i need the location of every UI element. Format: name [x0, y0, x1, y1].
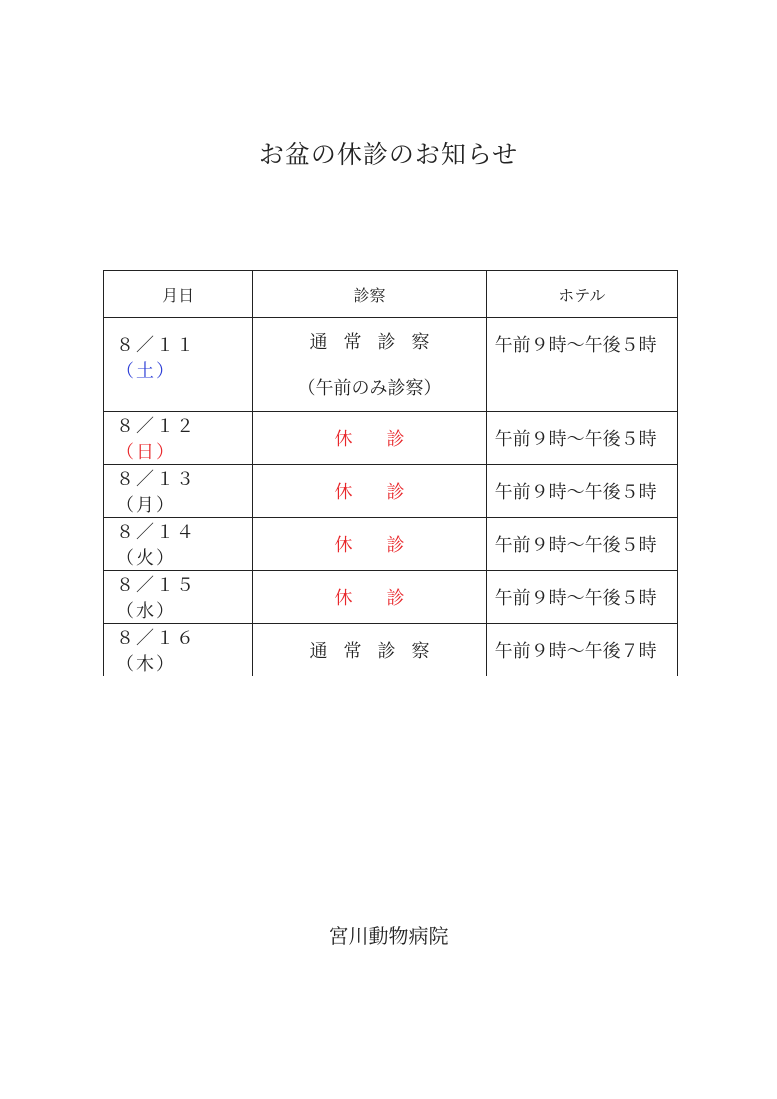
date-text: ８／１３ [116, 469, 196, 490]
hotel-hours-cell: 午前９時～午後７時 [486, 624, 677, 677]
date-cell [104, 412, 253, 465]
weekday-text: （木） [116, 654, 176, 675]
date-text: ８／１５ [116, 575, 196, 596]
service-note: （午前のみ診察） [297, 378, 442, 399]
service-cell [253, 465, 486, 518]
service-cell [253, 518, 486, 571]
date-cell [104, 571, 253, 624]
weekday-text: （水） [116, 601, 176, 622]
hotel-hours-cell: 午前９時～午後５時 [486, 518, 677, 571]
table-row [104, 318, 678, 412]
table-row [104, 518, 678, 571]
table-row [104, 412, 678, 465]
date-cell [104, 518, 253, 571]
date-cell [104, 624, 253, 677]
date-text: ８／１６ [116, 628, 196, 649]
hotel-hours-cell: 午前９時～午後５時 [486, 571, 677, 624]
service-cell [253, 318, 486, 412]
service-cell [253, 624, 486, 677]
date-text: ８／１４ [116, 522, 196, 543]
service-text: 通常診察 [309, 332, 446, 353]
service-cell [253, 571, 486, 624]
weekday-text: （火） [116, 548, 176, 569]
page-title: お盆の休診のお知らせ [258, 140, 519, 169]
column-header-hotel: ホテル [486, 271, 677, 318]
service-text: 休診 [334, 482, 439, 503]
table-row [104, 624, 678, 677]
date-text: ８／１１ [116, 335, 196, 356]
service-cell [253, 412, 486, 465]
date-text: ８／１２ [116, 416, 196, 437]
weekday-text: （土） [116, 361, 176, 382]
hotel-hours-cell: 午前９時～午後５時 [486, 318, 677, 412]
date-cell [104, 465, 253, 518]
service-text: 休診 [334, 535, 439, 556]
holiday-schedule-table [103, 270, 678, 676]
column-header-service: 診察 [253, 271, 486, 318]
weekday-text: （日） [116, 442, 176, 463]
table-row [104, 571, 678, 624]
clinic-name: 宮川動物病院 [328, 924, 449, 948]
date-cell [104, 318, 253, 412]
column-header-date: 月日 [104, 271, 253, 318]
hotel-hours-cell: 午前９時～午後５時 [486, 465, 677, 518]
hotel-hours-cell: 午前９時～午後５時 [486, 412, 677, 465]
service-text: 休診 [334, 429, 439, 450]
table-header-row [104, 271, 678, 318]
table-row [104, 465, 678, 518]
service-text: 通常診察 [309, 641, 446, 662]
service-text: 休診 [334, 588, 439, 609]
weekday-text: （月） [116, 495, 176, 516]
